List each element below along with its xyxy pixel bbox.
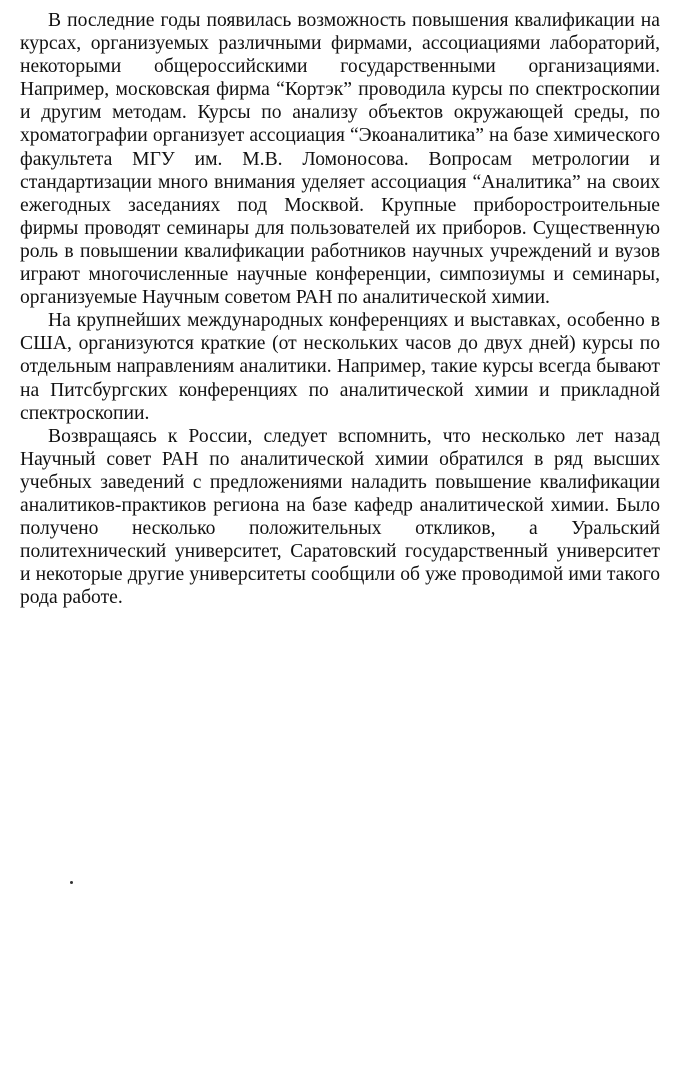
scan-speck: [70, 881, 73, 884]
paragraph-1: В последние годы появилась возможность повышения квалификации на курсах, организуемых различными фирмами, ассоциациями лабораторий, некоторыми общероссийскими государственными организациями. Например, московская фирма “Кортэк” проводила курсы по спектроскопии и другим методам. Курсы по анализу объектов окружающей среды, по хроматографии организует ассоциация “Экоаналитика” на базе химического факультета МГУ им. М.В. Ломоносова. Вопросам метрологии и стандартизации много внимания уделяет ассоциация “Аналитика” на своих ежегодных заседаниях под Москвой. Крупные приборостроительные фирмы проводят семинары для пользователей их приборов. Существенную роль в повышении квалификации работников научных учреждений и вузов играют многочисленные научные конференции, симпозиумы и семинары, организуемые Научным советом РАН по аналитической химии.: [20, 10, 660, 309]
paragraph-3: Возвращаясь к России, следует вспомнить, что несколько лет назад Научный совет РАН по аналитической химии обратился в ряд высших учебных заведений с предложениями наладить повышение квалификации аналитиков-практиков региона на базе кафедр аналитической химии. Было получено несколько положительных откликов, а Уральский политехнический университет, Саратовский государственный университет и некоторые другие университеты сообщили об уже проводимой ими такого рода работе.: [20, 425, 660, 609]
paragraph-2: На крупнейших международных конференциях и выставках, особенно в США, организуются краткие (от нескольких часов до двух дней) курсы по отдельным направлениям аналитики. Например, такие курсы всегда бывают на Питсбургских конференциях по аналитической химии и прикладной спектроскопии.: [20, 310, 660, 424]
body-text: [20, 9, 660, 609]
